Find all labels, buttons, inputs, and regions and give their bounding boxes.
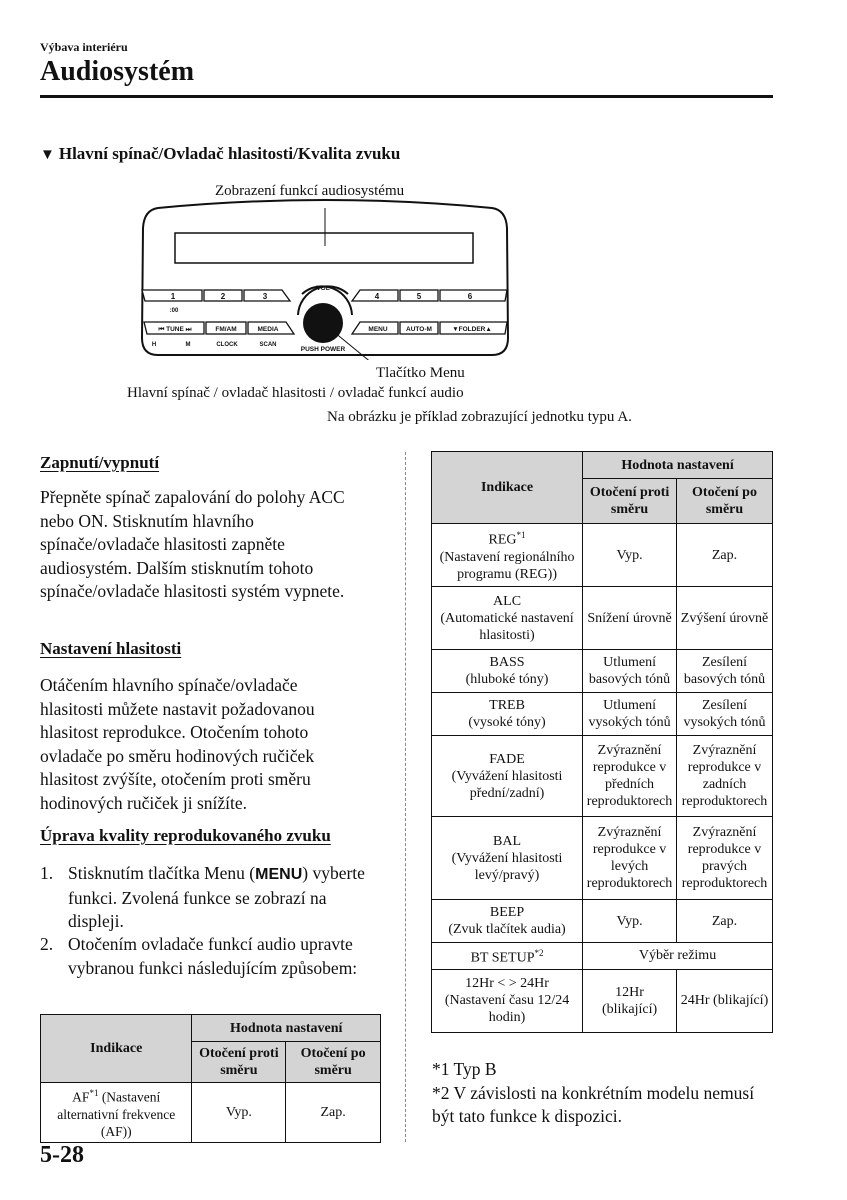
section-title-volume: Nastavení hlasitosti bbox=[40, 639, 182, 658]
folder-button: ▼FOLDER▲ bbox=[452, 326, 492, 333]
table-row-reg: REG$^{*1}$ (Nastavení regionálního programu (REG)) Vyp. Zap. bbox=[432, 524, 773, 587]
media-button: MEDIA bbox=[257, 326, 279, 333]
step-2: 2. Otočením ovladače funkcí audio upravte vybranou funkci následujícím způsobem: bbox=[40, 934, 358, 978]
svg-text:M: M bbox=[185, 342, 191, 348]
table-row-bt-setup: BT SETUP$^{*2}$ Výběr režimu bbox=[432, 943, 773, 970]
caption-display: Zobrazení funkcí audiosystému bbox=[215, 183, 405, 199]
audio-display bbox=[175, 233, 473, 263]
header-po: Otočení po směru bbox=[677, 479, 773, 524]
push-power-label: PUSH POWER bbox=[300, 346, 346, 353]
page-number: 5-28 bbox=[40, 1142, 84, 1168]
section-text-volume: Otáčením hlavního spínače/ovladače hlasitosti můžete nastavit požadovanou hlasitost reprodukce. Otočením tohoto ovladače po směru hodinových ručiček hlasitost zvýšíte, otočením proti směru hodinových ručiček ji snížíte. bbox=[40, 675, 315, 813]
caption-example: Na obrázku je příklad zobrazující jednotku typu A. bbox=[327, 409, 632, 425]
preset-3: 3 bbox=[262, 292, 268, 301]
preset-4: 4 bbox=[374, 292, 380, 301]
column-divider bbox=[405, 452, 406, 1142]
page-title: Audiosystém bbox=[40, 56, 195, 87]
menu-button: MENU bbox=[368, 326, 388, 333]
caption-menu-button: Tlačítko Menu bbox=[376, 365, 465, 381]
table-row-fade: FADE (Vyvážení hlasitosti přední/zadní) Zvýraznění reprodukce v předních reproduktorech Zvýraznění reprodukce v zadních reproduktorech bbox=[432, 736, 773, 817]
audio-unit-figure bbox=[130, 198, 520, 360]
svg-text:CLOCK: CLOCK bbox=[216, 342, 238, 348]
section-text-power: Přepněte spínač zapalování do polohy ACC nebo ON. Stisknutím hlavního spínače/ovladače hlasitosti zapněte audiosystém. Dalším stisknutím tohoto spínače/ovladače hlasitosti systém vypnete. bbox=[40, 487, 345, 601]
header-proti: Otočení proti směru bbox=[583, 479, 677, 524]
subheading-text: Hlavní spínač/Ovladač hlasitosti/Kvalita zvuku bbox=[58, 144, 401, 163]
header-indikace: Indikace bbox=[41, 1015, 192, 1083]
header-indikace: Indikace bbox=[432, 452, 583, 524]
subheading bbox=[40, 144, 400, 164]
header-hodnota: Hodnota nastavení bbox=[583, 452, 773, 479]
table-row: AF$^{*1}$ (Nastavení alternativní frekvence (AF)) Vyp. Zap. bbox=[41, 1083, 381, 1143]
step-1: 1. Stisknutím tlačítka Menu (MENU) vyberte funkci. Zvolená funkce se zobrazí na displeji. bbox=[40, 863, 365, 931]
triangle-marker-icon: ▼ bbox=[40, 147, 55, 163]
header-proti: Otočení proti směru bbox=[192, 1042, 286, 1083]
table-row-bal: BAL (Vyvážení hlasitosti levý/pravý) Zvýraznění reprodukce v levých reproduktorech Zvýraznění reprodukce v pravých reproduktorech bbox=[432, 817, 773, 900]
table-row-beep: BEEP (Zvuk tlačítek audia) Vyp. Zap. bbox=[432, 900, 773, 943]
table-row-treb: TREB (vysoké tóny) Utlumení vysokých tónů Zesílení vysokých tónů bbox=[432, 693, 773, 736]
section-title-power: Zapnutí/vypnutí bbox=[40, 453, 160, 472]
settings-table-main bbox=[431, 451, 773, 1033]
section-title-quality: Úprava kvality reprodukovaného zvuku bbox=[40, 826, 331, 845]
table-row-clock: 12Hr < > 24Hr (Nastavení času 12/24 hodin) 12Hr (blikající) 24Hr (blikající) bbox=[432, 969, 773, 1032]
table-row-bass: BASS (hluboké tóny) Utlumení basových tónů Zesílení basových tónů bbox=[432, 650, 773, 693]
settings-table-small bbox=[40, 1014, 381, 1143]
fmam-button: FM/AM bbox=[215, 326, 237, 333]
header-po: Otočení po směru bbox=[286, 1042, 381, 1083]
auto-m-button: AUTO-M bbox=[406, 326, 432, 333]
preset-2: 2 bbox=[220, 292, 226, 301]
header-hodnota: Hodnota nastavení bbox=[192, 1015, 381, 1042]
menu-key-label: MENU bbox=[255, 866, 303, 883]
footnote-1: *1 Typ B bbox=[432, 1059, 497, 1079]
preset-1: 1 bbox=[170, 292, 176, 301]
footnote-2: *2 V závislosti na konkrétním modelu nemusí být tato funkce k dispozici. bbox=[432, 1083, 755, 1126]
svg-text:H: H bbox=[151, 342, 157, 348]
tune-button: ⏮ TUNE ⏭ bbox=[158, 326, 192, 333]
title-rule bbox=[40, 95, 773, 98]
section-label: Výbava interiéru bbox=[40, 40, 128, 54]
caption-knob: Hlavní spínač / ovladač hlasitosti / ovladač funkcí audio bbox=[127, 385, 464, 401]
preset-6: 6 bbox=[467, 292, 473, 301]
table-row-alc: ALC (Automatické nastavení hlasitosti) Snížení úrovně Zvýšení úrovně bbox=[432, 587, 773, 650]
vol-label: VOL bbox=[316, 285, 330, 292]
preset-5: 5 bbox=[416, 292, 422, 301]
svg-text:SCAN: SCAN bbox=[259, 342, 277, 348]
preset-sub-label: :00 bbox=[169, 308, 179, 314]
